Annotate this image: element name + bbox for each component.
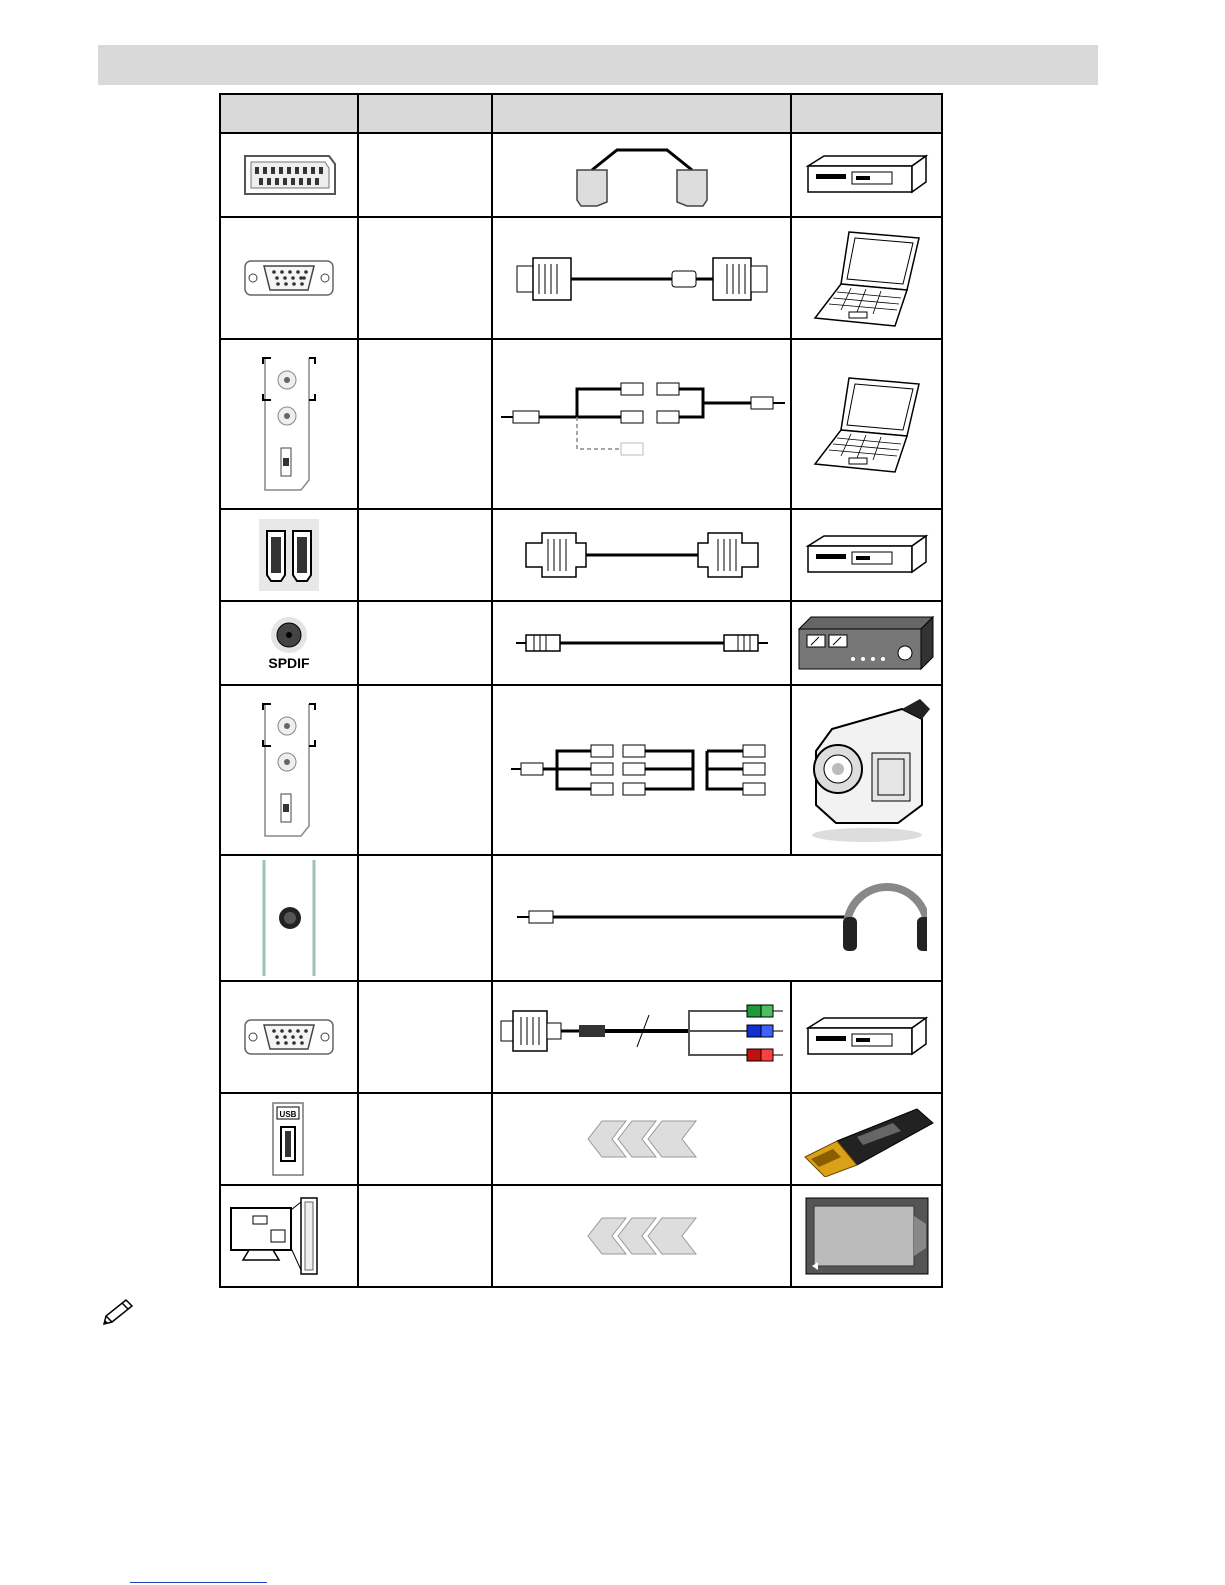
table-row	[220, 133, 942, 217]
device-cell	[791, 509, 942, 601]
cable-cell	[492, 685, 791, 855]
table-row	[220, 1093, 942, 1185]
cable-cell	[492, 509, 791, 601]
coaxial-cable-icon	[512, 628, 772, 658]
headphone-port-icon	[254, 858, 324, 978]
ypbpr-cable-icon	[497, 997, 787, 1077]
device-cell	[791, 1185, 942, 1287]
device-cell	[791, 601, 942, 685]
port-cell	[220, 217, 358, 339]
svg-text:USB: USB	[279, 1110, 297, 1119]
port-cell	[220, 685, 358, 855]
insert-arrows-icon	[582, 1119, 702, 1159]
cable-cell	[492, 981, 791, 1093]
type-cell	[358, 1093, 492, 1185]
port-cell	[220, 855, 358, 981]
type-cell	[358, 339, 492, 509]
table-row	[220, 601, 942, 685]
device-cell	[791, 217, 942, 339]
cable-cell	[492, 1185, 791, 1287]
hdmi-port-icon	[257, 517, 321, 593]
spdif-label: SPDIF	[268, 655, 310, 671]
section-header-bar	[98, 45, 1098, 85]
port-cell	[220, 509, 358, 601]
col-header-type	[358, 94, 492, 133]
vga-cable-icon	[507, 248, 777, 308]
connection-table	[219, 93, 943, 1288]
table-row	[220, 339, 942, 509]
cable-cell	[492, 1093, 791, 1185]
scart-port-icon	[239, 150, 339, 200]
footer-link-underline	[130, 1582, 267, 1583]
port-cell	[220, 133, 358, 217]
ci-slot-icon	[229, 1196, 349, 1276]
cable-cell	[492, 855, 942, 981]
cable-cell	[492, 133, 791, 217]
dvd-recorder-icon	[804, 532, 930, 578]
dvd-recorder-icon	[804, 152, 930, 198]
insert-arrows-icon	[582, 1216, 702, 1256]
port-cell	[220, 339, 358, 509]
audio-amplifier-icon	[797, 615, 937, 671]
laptop-icon	[811, 372, 923, 476]
type-cell	[358, 601, 492, 685]
pencil-note-icon	[100, 1298, 136, 1328]
spdif-port-icon	[269, 615, 309, 655]
cable-cell	[492, 217, 791, 339]
type-cell	[358, 685, 492, 855]
table-row	[220, 509, 942, 601]
port-cell	[220, 1093, 358, 1185]
camcorder-icon	[802, 695, 932, 845]
table-row	[220, 1185, 942, 1287]
port-cell	[220, 601, 358, 685]
col-header-connector	[220, 94, 358, 133]
side-av-port-icon	[259, 700, 319, 840]
dvd-recorder-icon	[804, 1014, 930, 1060]
pc-audio-cable-icon	[497, 379, 787, 469]
usb-port-icon	[269, 1101, 309, 1177]
device-cell	[791, 339, 942, 509]
vga-port-icon	[242, 1014, 336, 1060]
table-row	[220, 217, 942, 339]
table-row	[220, 981, 942, 1093]
table-header-row	[220, 94, 942, 133]
table-row	[220, 855, 942, 981]
col-header-cables	[492, 94, 791, 133]
device-cell	[791, 685, 942, 855]
cam-module-icon	[804, 1196, 930, 1276]
laptop-icon	[811, 226, 923, 330]
port-cell	[220, 981, 358, 1093]
headphone-cable-icon	[507, 873, 927, 963]
table-row	[220, 685, 942, 855]
port-cell	[220, 1185, 358, 1287]
cable-cell	[492, 601, 791, 685]
headphones-icon	[843, 887, 927, 951]
type-cell	[358, 1185, 492, 1287]
device-cell	[791, 1093, 942, 1185]
av-cable-icon	[507, 735, 777, 805]
vga-port-icon	[242, 255, 336, 301]
hdmi-cable-icon	[522, 523, 762, 587]
type-cell	[358, 855, 492, 981]
device-cell	[791, 981, 942, 1093]
side-av-port-icon	[259, 354, 319, 494]
device-cell	[791, 133, 942, 217]
type-cell	[358, 217, 492, 339]
type-cell	[358, 133, 492, 217]
scart-cable-icon	[567, 140, 717, 210]
col-header-device	[791, 94, 942, 133]
type-cell	[358, 509, 492, 601]
cable-cell	[492, 339, 791, 509]
type-cell	[358, 981, 492, 1093]
usb-stick-icon	[797, 1101, 937, 1177]
